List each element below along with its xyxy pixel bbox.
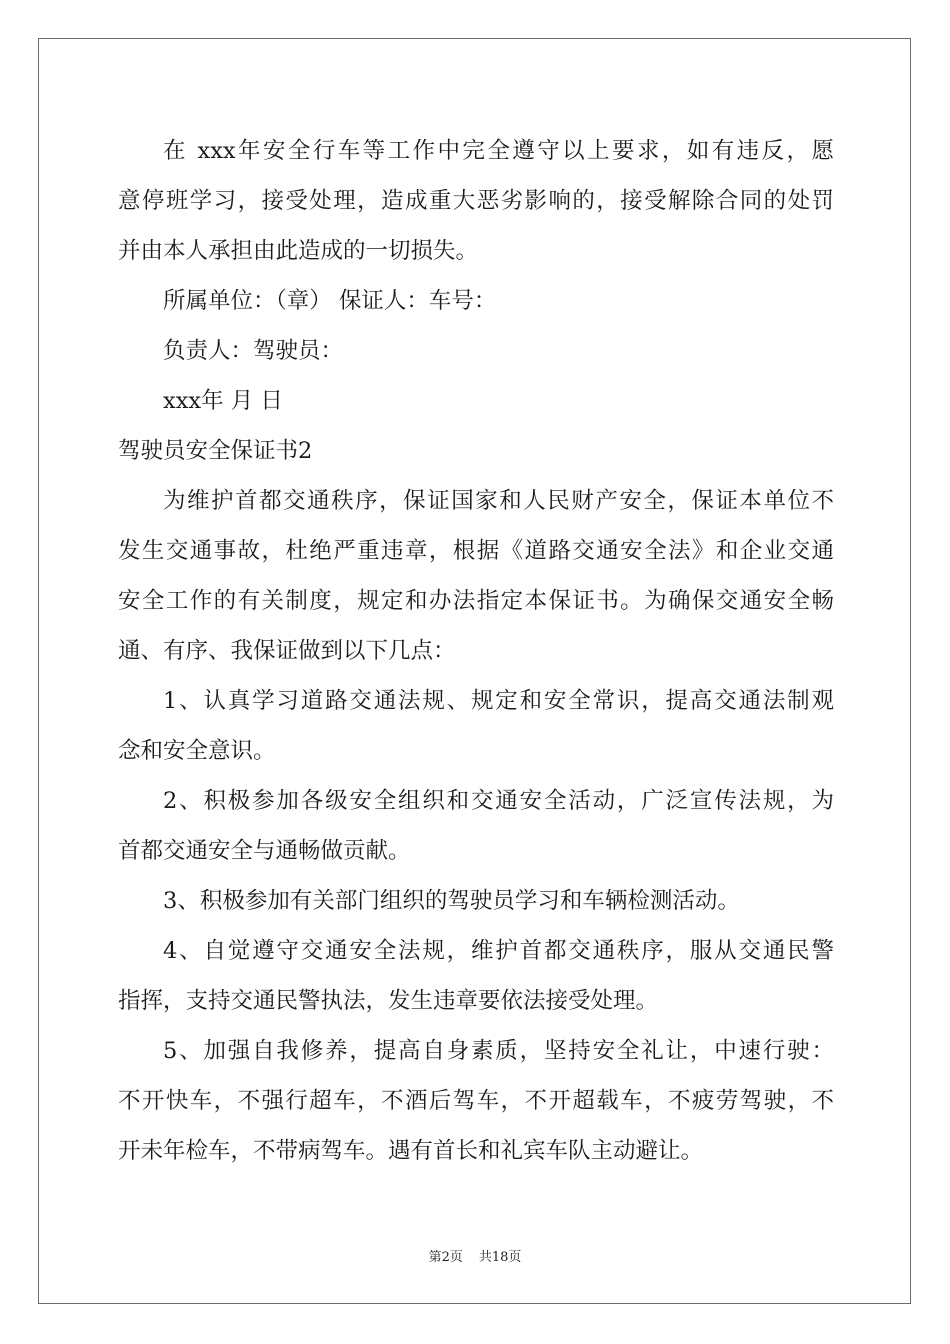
text-line: 开未年检车，不带病驾车。遇有首长和礼宾车队主动避让。	[118, 1138, 704, 1164]
page-total: 共18页	[478, 1250, 522, 1265]
text-line: 不开快车，不强行超车，不酒后驾车，不开超载车，不疲劳驾驶，不	[118, 1088, 834, 1114]
page-footer	[0, 1246, 950, 1265]
text-line: 意停班学习，接受处理，造成重大恶劣影响的，接受解除合同的处罚	[118, 188, 834, 214]
text-line: 2、积极参加各级安全组织和交通安全活动，广泛宣传法规，为	[163, 788, 834, 814]
text-line: 首都交通安全与通畅做贡献。	[118, 838, 411, 864]
text-line: 5、加强自我修养，提高自身素质，坚持安全礼让，中速行驶：	[163, 1038, 834, 1064]
text-line: 安全工作的有关制度，规定和办法指定本保证书。为确保交通安全畅	[118, 588, 834, 614]
text-line: 并由本人承担由此造成的一切损失。	[118, 238, 479, 264]
text-line: 在 xxx年安全行车等工作中完全遵守以上要求，如有违反，愿	[163, 138, 834, 164]
text-line: 1、认真学习道路交通法规、规定和安全常识，提高交通法制观	[163, 688, 834, 714]
text-line: 指挥，支持交通民警执法，发生违章要依法接受处理。	[118, 988, 659, 1014]
text-line: 通、有序、我保证做到以下几点：	[118, 638, 456, 664]
text-line: 4、自觉遵守交通安全法规，维护首都交通秩序，服从交通民警	[163, 938, 834, 964]
text-line: 3、积极参加有关部门组织的驾驶员学习和车辆检测活动。	[163, 888, 740, 914]
text-line: 为维护首都交通秩序，保证国家和人民财产安全，保证本单位不	[163, 488, 834, 514]
text-line: 所属单位：（章） 保证人：车号：	[163, 288, 497, 314]
text-line: 驾驶员安全保证书2	[118, 438, 313, 464]
page-number: 第2页	[428, 1250, 463, 1265]
text-line: 念和安全意识。	[118, 738, 276, 764]
text-line: 发生交通事故，杜绝严重违章，根据《道路交通安全法》和企业交通	[118, 538, 834, 564]
text-line: 负责人：驾驶员：	[163, 338, 344, 364]
document-body	[118, 126, 834, 1176]
text-line: xxx年 月 日	[163, 388, 283, 414]
